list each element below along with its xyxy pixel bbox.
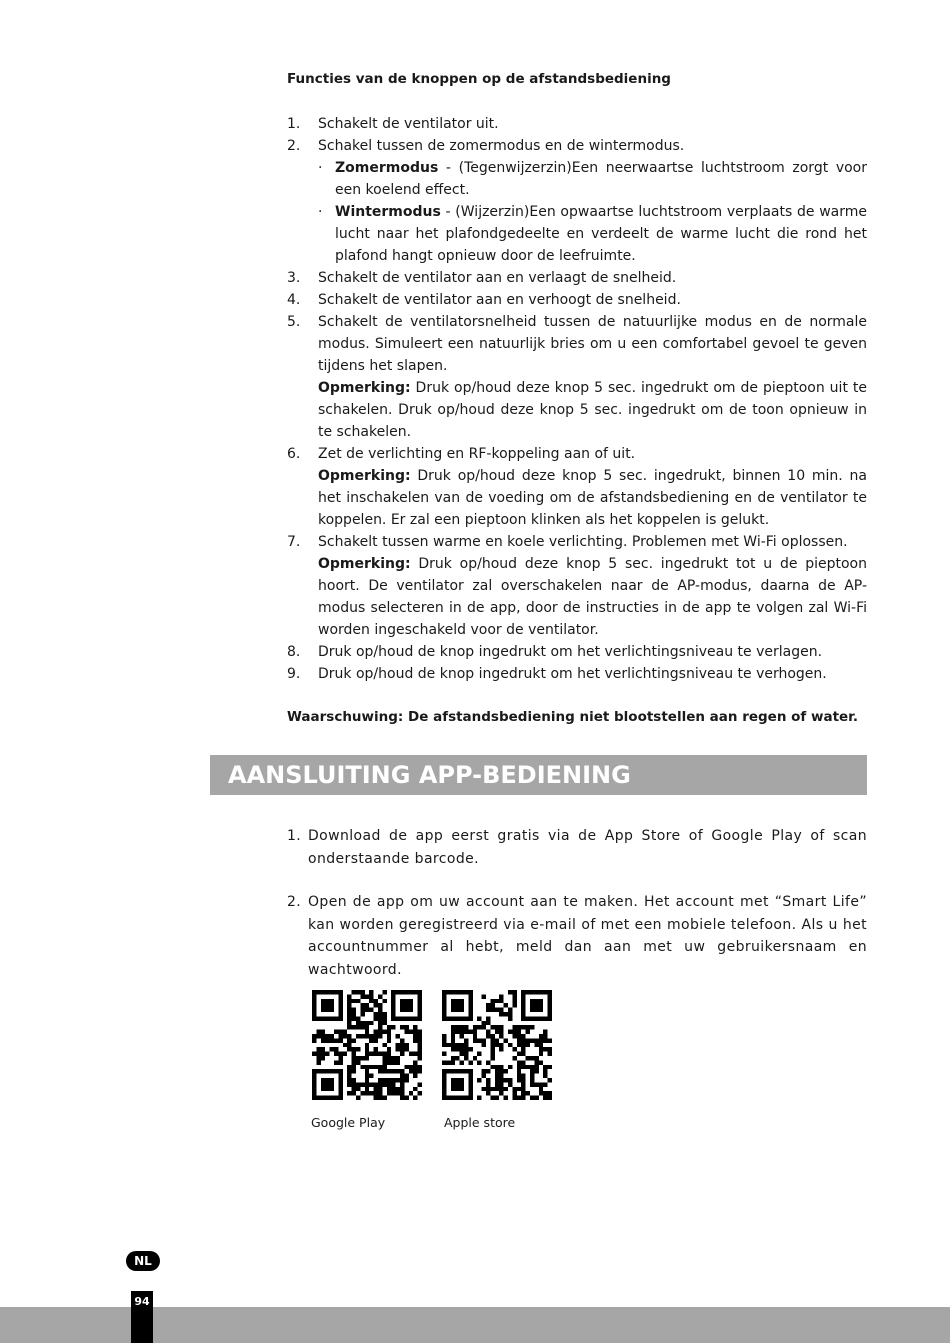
- google-play-qr-code: [312, 990, 422, 1100]
- item-number: 7.: [287, 534, 301, 550]
- apple-store-qr-code: [442, 990, 552, 1100]
- item-text: Druk op/houd de knop ingedrukt om het verlichtingsniveau te verlagen.: [318, 644, 823, 660]
- item-number: 3.: [287, 270, 301, 286]
- note-label: Opmerking:: [318, 556, 411, 572]
- note-text: Druk op/houd deze knop 5 sec. ingedrukt om de pieptoon uit te schakelen. Druk op/houd deze knop 5 sec. ingedrukt om de toon opnieuw in te schakelen.: [318, 380, 867, 440]
- section-title: AANSLUITING APP-BEDIENING: [228, 761, 631, 789]
- google-play-label: Google Play: [311, 1115, 386, 1130]
- item-number: 4.: [287, 292, 301, 308]
- item-text: Zet de verlichting en RF-koppeling aan of uit.: [318, 446, 636, 462]
- item-text: Schakel tussen de zomermodus en de wintermodus.: [318, 138, 685, 154]
- list-item: [287, 663, 867, 685]
- item-text: Druk op/houd de knop ingedrukt om het verlichtingsniveau te verhogen.: [318, 666, 827, 682]
- item-text: Schakelt de ventilator aan en verhoogt de snelheid.: [318, 292, 681, 308]
- note-label: Opmerking:: [318, 468, 411, 484]
- item-number: 8.: [287, 644, 301, 660]
- remote-functions-heading: Functies van de knoppen op de afstandsbediening: [287, 71, 671, 87]
- note-text: Druk op/houd deze knop 5 sec. ingedrukt tot u de pieptoon hoort. De ventilator zal overschakelen naar de AP-modus, daarna de AP-modus selecteren in de app, door de instructies in de app te volgen zal Wi-Fi worden ingeschakeld voor de ventilator.: [318, 556, 867, 638]
- remote-functions-list: [287, 113, 867, 685]
- item-text: Schakelt tussen warme en koele verlichting. Problemen met Wi-Fi oplossen.: [318, 534, 848, 550]
- app-steps-list: [287, 825, 867, 981]
- sub-item: [318, 201, 867, 267]
- note-text: Druk op/houd deze knop 5 sec. ingedrukt, binnen 10 min. na het inschakelen van de voeding om de afstandsbediening en de ventilator te koppelen. Er zal een pieptoon klinken als het koppelen is gelukt.: [318, 468, 867, 528]
- list-item: [287, 289, 867, 311]
- list-item: [287, 531, 867, 641]
- sub-item-text: - (Wijzerzin)Een opwaartse luchtstroom verplaats de warme lucht naar het plafondgedeelte en verdeelt de warme lucht die rond het plafond hangt opnieuw door de leefruimte.: [335, 204, 867, 264]
- item-text: Schakelt de ventilator aan en verlaagt de snelheid.: [318, 270, 677, 286]
- step-text: Download de app eerst gratis via de App Store of Google Play of scan onderstaande barcode.: [308, 828, 867, 867]
- sub-item: [318, 157, 867, 201]
- step-number: 1.: [287, 828, 302, 844]
- sub-item-label: Zomermodus: [335, 160, 439, 176]
- item-number: 9.: [287, 666, 301, 682]
- sub-item-text: - (Tegenwijzerzin)Een neerwaartse luchtstroom zorgt voor een koelend effect.: [335, 160, 867, 198]
- bullet: ·: [318, 204, 323, 220]
- section-header: [210, 755, 867, 795]
- sub-item-label: Wintermodus: [335, 204, 441, 220]
- list-item: [287, 311, 867, 443]
- list-item: [287, 825, 867, 870]
- item-text: Schakelt de ventilator uit.: [318, 116, 499, 132]
- warning-text: Waarschuwing: De afstandsbediening niet blootstellen aan regen of water.: [287, 709, 859, 725]
- item-text: Schakelt de ventilatorsnelheid tussen de natuurlijke modus en de normale modus. Simuleert een natuurlijk bries om u een comfortabel gevoel te geven tijdens het slapen.: [318, 314, 867, 374]
- list-item: [287, 113, 867, 135]
- note-label: Opmerking:: [318, 380, 411, 396]
- list-item: [287, 267, 867, 289]
- list-item: [287, 443, 867, 531]
- item-number: 1.: [287, 116, 301, 132]
- item-number: 6.: [287, 446, 301, 462]
- list-item: [287, 135, 867, 267]
- apple-store-label: Apple store: [444, 1115, 516, 1130]
- step-text: Open de app om uw account aan te maken. Het account met “Smart Life” kan worden geregistreerd via e-mail of met een mobiele telefoon. Als u het accountnummer al hebt, meld dan aan met uw gebruikersnaam en wachtwoord.: [308, 894, 867, 978]
- bullet: ·: [318, 160, 323, 176]
- list-item: [287, 891, 867, 981]
- step-number: 2.: [287, 894, 302, 910]
- item-number: 2.: [287, 138, 301, 154]
- item-number: 5.: [287, 314, 301, 330]
- page-number: 94: [131, 1291, 153, 1343]
- list-item: [287, 641, 867, 663]
- language-badge: NL: [126, 1251, 160, 1271]
